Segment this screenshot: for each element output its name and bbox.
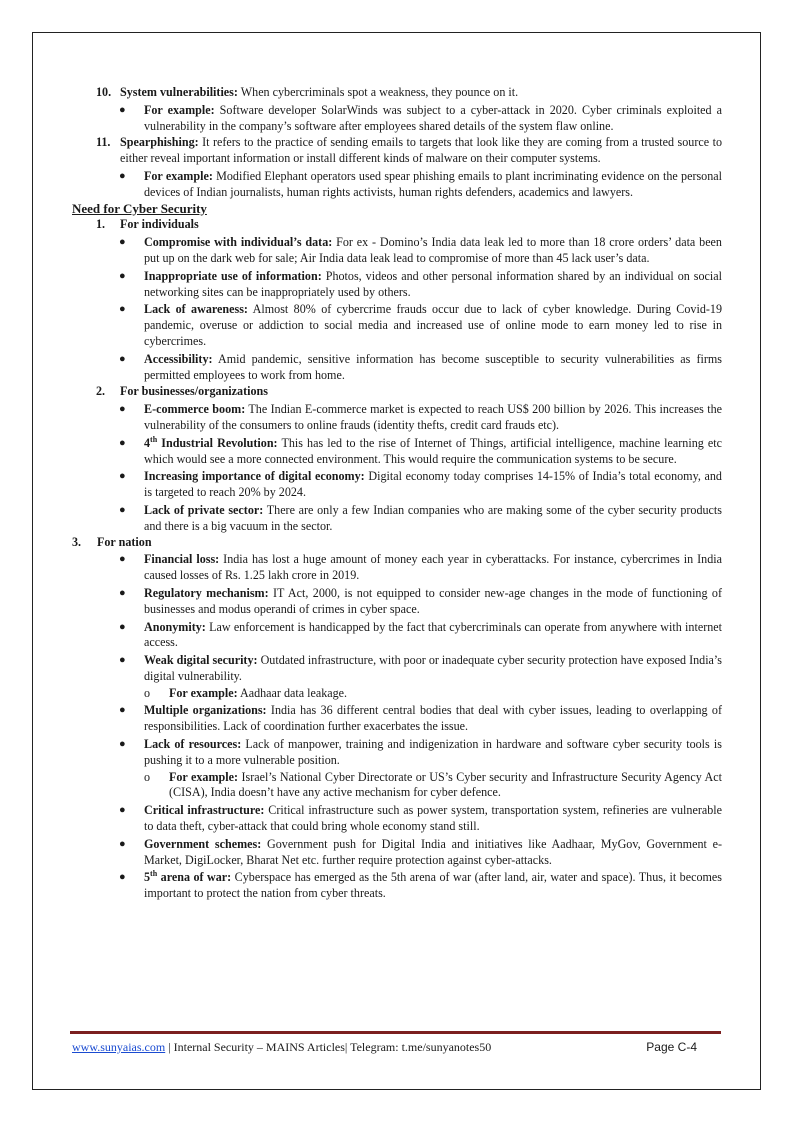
- page-number: Page C-4: [646, 1040, 697, 1054]
- section-heading: Need for Cyber Security: [72, 200, 207, 216]
- bullet-item: ● Lack of awareness: Almost 80% of cybercrime frauds occur due to lack of cyber knowledge. During Covid-19 pandemic, overuse or addiction to social media and increased use of online mode to earn money led to rise in cybercrimes.: [119, 302, 722, 348]
- bullet-icon: ●: [119, 169, 126, 182]
- bullet-item: ● Increasing importance of digital economy: Digital economy today comprises 14-15% of India’s total economy, and is targeted to reach 20% by 2024.: [119, 469, 722, 500]
- bullet-icon: ●: [119, 837, 126, 850]
- website-link[interactable]: www.sunyaias.com: [72, 1040, 166, 1054]
- bullet-icon: ●: [119, 738, 126, 751]
- bullet-icon: ●: [119, 804, 126, 817]
- bullet-item: ● Anonymity: Law enforcement is handicapped by the fact that cybercriminals can operate from anywhere with internet access.: [119, 619, 722, 650]
- bullet-item: ● 4th Industrial Revolution: This has led to the rise of Internet of Things, artificial intelligence, machine learning etc which would see a more connected environment. This would require the communication systems to be secure.: [119, 434, 722, 466]
- list-item: 1. For individuals: [96, 217, 199, 232]
- footer-text: | Internal Security – MAINS Articles| Telegram: t.me/sunyanotes50: [165, 1040, 492, 1054]
- bullet-item: ● 5th arena of war: Cyberspace has emerged as the 5th arena of war (after land, air, water and space). Thus, it becomes important to protect the nation from cyber threats.: [119, 869, 722, 901]
- circle-bullet-icon: o: [144, 685, 151, 700]
- bullet-item: ● Critical infrastructure: Critical infrastructure such as power system, transportation system, refineries are vulnerable to data theft, cyber-attack that could bring whole economy stand still.: [119, 803, 723, 834]
- bullet-item: ● For example: Software developer SolarWinds was subject to a cyber-attack in 2020. Cyber criminals exploited a vulnerability in the company’s software after employees shared details of the system flaw online.: [119, 102, 722, 133]
- list-item: 3. For nation: [72, 534, 152, 549]
- bullet-icon: ●: [119, 586, 126, 599]
- list-item: 2. For businesses/organizations: [96, 384, 268, 399]
- bullet-item: ● Lack of private sector: There are only a few Indian companies who are making some of the cyber security products and there is a big vacuum in the sector.: [119, 502, 722, 533]
- bullet-icon: ●: [119, 704, 126, 717]
- page-footer: [72, 1040, 722, 1055]
- bullet-item: ● Multiple organizations: India has 36 different central bodies that deal with cyber issues, leading to overlapping of responsibilities. Lack of coordination further exacerbates the issue.: [119, 703, 722, 734]
- bullet-icon: ●: [119, 871, 126, 884]
- bullet-icon: ●: [119, 403, 126, 416]
- bullet-item: ● Financial loss: India has lost a huge amount of money each year in cyberattacks. For instance, cybercrimes in India caused losses of Rs. 1.25 lakh crore in 2019.: [119, 552, 722, 583]
- bullet-item: ● Inappropriate use of information: Photos, videos and other personal information shared by an individual on social networking sites can be inappropriately used by others.: [119, 268, 723, 299]
- bullet-icon: ●: [119, 470, 126, 483]
- bullet-icon: ●: [119, 654, 126, 667]
- bullet-icon: ●: [119, 553, 126, 566]
- sub-bullet-item: o For example: Aadhaar data leakage.: [144, 685, 348, 700]
- bullet-item: ● Lack of resources: Lack of manpower, training and indigenization in hardware and software cyber security tools is pushing it to a more vulnerable position.: [119, 737, 722, 767]
- bullet-icon: ●: [119, 236, 126, 249]
- footer-divider: [70, 1031, 721, 1034]
- bullet-item: ● Government schemes: Government push for Digital India and initiatives like Aadhaar, MyGov, Government e- Market, DigiLocker, Bharat Net etc. further require protection against cyber-attacks.: [119, 836, 723, 867]
- bullet-item: ● Weak digital security: Outdated infrastructure, with poor or inadequate cyber security protection have exposed India’s digital vulnerability.: [119, 653, 722, 683]
- bullet-icon: ●: [119, 503, 126, 516]
- bullet-icon: ●: [119, 269, 126, 282]
- bullet-item: ● E-commerce boom: The Indian E-commerce market is expected to reach US$ 200 billion by 2026. This increases the vulnerability of the consumers to online frauds (identity thefts, credit card frauds etc).: [119, 402, 722, 432]
- list-item: 10. System vulnerabilities: When cybercriminals spot a weakness, they pounce on it.: [96, 85, 519, 99]
- bullet-icon: ●: [119, 103, 126, 116]
- sub-bullet-item: o For example: Israel’s National Cyber Directorate or US’s Cyber security and Infrastructure Security Agency Act (CISA), India doesn’t have any active mechanism for cyber defence.: [144, 769, 723, 800]
- list-item: 11. Spearphishing: It refers to the practice of sending emails to targets that look like they are coming from a trusted source to either reveal important information or install different kinds of malware on their computer systems.: [96, 135, 722, 166]
- bullet-item: ● Regulatory mechanism: IT Act, 2000, is not equipped to consider new-age changes in the mode of functioning of businesses and modus operandi of crimes in cyber space.: [119, 585, 722, 616]
- bullet-item: ● For example: Modified Elephant operators used spear phishing emails to plant incriminating evidence on the personal devices of Indian journalists, human rights activists, human rights defenders, academics and lawyers.: [119, 168, 723, 199]
- bullet-icon: ●: [119, 303, 126, 316]
- document-body: [72, 84, 722, 902]
- bullet-item: ● Accessibility: Amid pandemic, sensitive information has become susceptible to security vulnerabilities as firms permitted employees to work from home.: [119, 351, 722, 382]
- bullet-icon: ●: [119, 436, 126, 449]
- bullet-icon: ●: [119, 352, 126, 365]
- bullet-item: ● Compromise with individual’s data: For ex - Domino’s India data leak led to more than 18 crore orders’ data been put up on the dark web for sale; Air India data leak lead to compromise of more than 45 lack user’s data.: [119, 235, 722, 265]
- bullet-icon: ●: [119, 620, 126, 633]
- circle-bullet-icon: o: [144, 769, 151, 784]
